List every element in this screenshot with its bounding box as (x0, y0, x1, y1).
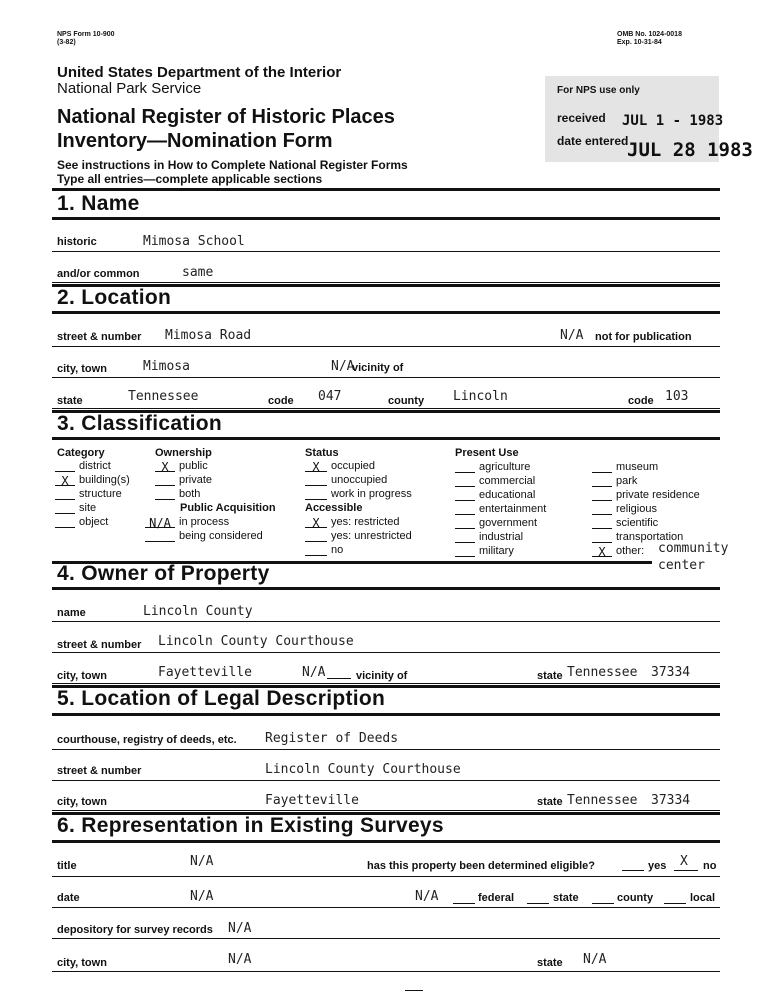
option-label: private (179, 474, 213, 486)
option-mark (592, 503, 612, 515)
option-mark (592, 461, 612, 473)
city-value: Mimosa (143, 359, 190, 374)
page-mark (405, 990, 423, 991)
checkbox-option-category (55, 488, 122, 500)
option-mark (155, 488, 175, 500)
date-entered-label: date entered (557, 134, 629, 148)
checkbox-option-status (305, 488, 412, 500)
option-label: unoccupied (331, 474, 388, 486)
option-mark (592, 517, 612, 529)
county-blank (592, 893, 614, 904)
federal-label: federal (478, 892, 515, 904)
federal-blank (453, 893, 475, 904)
courthouse-label: courthouse, registry of deeds, etc. (57, 734, 237, 746)
vicinity-label: vicinity of (352, 362, 404, 374)
checkbox-option-accessible (305, 544, 343, 556)
option-mark: X (55, 474, 75, 486)
legal-state: Tennessee (567, 793, 638, 808)
survey-date-label: date (57, 892, 80, 904)
section-divider (52, 587, 720, 590)
option-mark (455, 531, 475, 543)
option-label: scientific (616, 517, 659, 529)
checkbox-option-use1 (455, 531, 523, 543)
option-mark (305, 488, 327, 500)
public-acquisition-heading: Public Acquisition (180, 502, 276, 514)
yes-label: yes (648, 860, 667, 872)
option-mark (55, 516, 75, 528)
option-mark (145, 530, 175, 542)
owner-vicinity-mark: N/A (302, 665, 326, 680)
owner-city-label: city, town (57, 670, 107, 682)
checkbox-option-category (55, 460, 111, 472)
field-line (52, 377, 720, 378)
owner-street: Lincoln County Courthouse (158, 634, 354, 649)
checkbox-option-use2 (592, 475, 637, 487)
survey-state: N/A (583, 952, 607, 967)
field-line (52, 282, 720, 283)
option-mark (455, 517, 475, 529)
other-use-value-2: center (658, 558, 705, 573)
received-label: received (557, 111, 606, 125)
state-option-label: state (553, 892, 579, 904)
option-mark: X (592, 545, 612, 557)
checkbox-option-status (305, 474, 387, 486)
checkbox-option-category (55, 502, 96, 514)
present-use-heading: Present Use (455, 447, 519, 459)
option-mark: N/A (145, 516, 175, 528)
option-mark: X (305, 460, 327, 472)
other-use-value-1: community (658, 541, 729, 556)
checkbox-option-use1 (455, 475, 535, 487)
checkbox-option-status (305, 460, 375, 472)
option-label: object (79, 516, 109, 528)
checkbox-option-category (55, 474, 130, 486)
ownership-heading: Ownership (155, 447, 212, 459)
no-label: no (703, 860, 717, 872)
vicinity-mark: N/A (331, 359, 355, 374)
option-label: yes: unrestricted (331, 530, 412, 542)
section-4-title: 4. Owner of Property (57, 562, 270, 585)
owner-name: Lincoln County (143, 604, 253, 619)
survey-city: N/A (228, 952, 252, 967)
accessible-heading: Accessible (305, 502, 363, 514)
option-label: in process (179, 516, 230, 528)
field-line (52, 346, 720, 347)
field-line (52, 810, 720, 811)
owner-state-label: state (537, 670, 563, 682)
option-label: government (479, 517, 538, 529)
omb-number: OMB No. 1024-0018 (617, 31, 682, 38)
date-entered-value: JUL 28 1983 (627, 139, 753, 161)
no-mark: X (680, 854, 688, 869)
option-mark (305, 474, 327, 486)
field-line (52, 780, 720, 781)
expiration-date: Exp. 10-31-84 (617, 39, 662, 46)
legal-zip: 37334 (651, 793, 691, 808)
option-mark (455, 503, 475, 515)
checkbox-option-use2 (592, 545, 644, 557)
common-name-label: and/or common (57, 268, 140, 280)
survey-title-label: title (57, 860, 77, 872)
section-3-title: 3. Classification (57, 412, 222, 435)
checkbox-option-use2 (592, 461, 658, 473)
option-mark (455, 475, 475, 487)
instructions-line2: Type all entries—complete applicable sections (57, 172, 323, 186)
option-label: no (331, 544, 344, 556)
field-line (52, 652, 720, 653)
vicinity-blank (327, 668, 351, 679)
option-mark (55, 488, 75, 500)
form-title-line1: National Register of Historic Places (57, 106, 395, 128)
option-mark (592, 475, 612, 487)
checkbox-option-ownership (155, 474, 212, 486)
county-label: county (388, 395, 425, 407)
survey-state-label: state (537, 957, 563, 969)
checkbox-option-use1 (455, 489, 535, 501)
checkbox-option-accessible (305, 516, 399, 528)
owner-state: Tennessee (567, 665, 638, 680)
section-1-title: 1. Name (57, 192, 140, 215)
historic-name: Mimosa School (143, 234, 245, 249)
checkbox-option-use2 (592, 503, 657, 515)
option-label: work in progress (331, 488, 412, 500)
option-mark (455, 545, 475, 557)
section-divider (52, 840, 720, 843)
section-6-title: 6. Representation in Existing Surveys (57, 814, 444, 837)
option-label: being considered (179, 530, 263, 542)
not-for-publication-label: not for publication (595, 331, 692, 343)
field-line (52, 621, 720, 622)
field-line (52, 408, 720, 409)
option-label: other: (616, 545, 645, 557)
eligible-question: has this property been determined eligible? (367, 860, 595, 872)
checkbox-option-use1 (455, 503, 546, 515)
option-mark: X (305, 516, 327, 528)
section-divider (52, 437, 720, 440)
option-label: religious (616, 503, 657, 515)
section-divider (52, 188, 720, 191)
option-label: structure (79, 488, 122, 500)
field-line (52, 971, 720, 972)
checkbox-option-accessible (305, 530, 412, 542)
common-name: same (182, 265, 214, 280)
city-label: city, town (57, 363, 107, 375)
status-heading: Status (305, 447, 339, 459)
legal-street: Lincoln County Courthouse (265, 762, 461, 777)
option-mark (592, 531, 612, 543)
owner-zip: 37334 (651, 665, 691, 680)
form-number: NPS Form 10-900 (57, 31, 115, 38)
legal-street-label: street & number (57, 765, 142, 777)
category-heading: Category (57, 447, 105, 459)
received-date: JUL 1 - 1983 (622, 113, 724, 129)
option-label: military (479, 545, 514, 557)
state-blank (527, 893, 549, 904)
option-label: park (616, 475, 638, 487)
option-mark (155, 474, 175, 486)
survey-title: N/A (190, 854, 214, 869)
county-value: Lincoln (453, 389, 508, 404)
department-name: United States Department of the Interior (57, 64, 342, 81)
option-label: yes: restricted (331, 516, 400, 528)
county-code-label: code (628, 395, 654, 407)
option-label: industrial (479, 531, 524, 543)
checkbox-option-pubacq (145, 516, 229, 528)
owner-street-label: street & number (57, 639, 142, 651)
street-label: street & number (57, 331, 142, 343)
option-mark (55, 460, 75, 472)
field-line (52, 938, 720, 939)
option-label: private residence (616, 489, 700, 501)
legal-city: Fayetteville (265, 793, 359, 808)
checkbox-option-use1 (455, 517, 537, 529)
option-mark (455, 461, 475, 473)
legal-city-label: city, town (57, 796, 107, 808)
option-label: museum (616, 461, 659, 473)
option-label: educational (479, 489, 536, 501)
checkbox-option-use1 (455, 461, 530, 473)
state-label: state (57, 395, 83, 407)
checkbox-option-pubacq (145, 530, 263, 542)
field-line (52, 907, 720, 908)
field-line (52, 876, 720, 877)
section-divider (52, 713, 720, 716)
state-value: Tennessee (128, 389, 199, 404)
survey-level-mark: N/A (415, 889, 439, 904)
local-blank (664, 893, 686, 904)
option-label: transportation (616, 531, 684, 543)
local-option-label: local (690, 892, 716, 904)
section-5-title: 5. Location of Legal Description (57, 687, 386, 710)
legal-state-label: state (537, 796, 563, 808)
option-label: commercial (479, 475, 536, 487)
form-revision: (3-82) (57, 39, 76, 46)
survey-date: N/A (190, 889, 214, 904)
option-mark (305, 530, 327, 542)
checkbox-option-use1 (455, 545, 514, 557)
owner-name-label: name (57, 607, 86, 619)
street-value: Mimosa Road (165, 328, 252, 343)
option-label: agriculture (479, 461, 531, 473)
survey-city-label: city, town (57, 957, 107, 969)
field-line (52, 749, 720, 750)
option-label: public (179, 460, 208, 472)
option-label: building(s) (79, 474, 130, 486)
section-2-title: 2. Location (57, 286, 172, 309)
checkbox-option-ownership (155, 488, 200, 500)
option-label: occupied (331, 460, 376, 472)
option-label: district (79, 460, 111, 472)
form-title-line2: Inventory—Nomination Form (57, 130, 333, 152)
option-mark (305, 544, 327, 556)
not-for-publication-mark: N/A (560, 328, 584, 343)
owner-city: Fayetteville (158, 665, 252, 680)
depository-value: N/A (228, 921, 252, 936)
field-line (52, 251, 720, 252)
section-divider (52, 217, 720, 220)
county-option-label: county (617, 892, 654, 904)
nps-use-label: For NPS use only (557, 85, 640, 96)
service-name: National Park Service (57, 80, 202, 97)
option-label: site (79, 502, 97, 514)
option-label: entertainment (479, 503, 547, 515)
courthouse-value: Register of Deeds (265, 731, 399, 746)
option-mark (55, 502, 75, 514)
historic-label: historic (57, 236, 97, 248)
code-label: code (268, 395, 294, 407)
checkbox-option-use2 (592, 517, 658, 529)
section-divider (52, 311, 720, 314)
checkbox-option-category (55, 516, 108, 528)
option-mark (592, 489, 612, 501)
option-mark (455, 489, 475, 501)
option-label: both (179, 488, 201, 500)
checkbox-option-ownership (155, 460, 208, 472)
county-code: 103 (665, 389, 689, 404)
field-line (52, 683, 720, 684)
checkbox-option-use2 (592, 489, 700, 501)
option-mark: X (155, 460, 175, 472)
owner-vicinity-label: vicinity of (356, 670, 408, 682)
instructions-line1: See instructions in How to Complete National Register Forms (57, 158, 408, 172)
depository-label: depository for survey records (57, 924, 213, 936)
state-code: 047 (318, 389, 342, 404)
yes-blank (622, 860, 644, 871)
